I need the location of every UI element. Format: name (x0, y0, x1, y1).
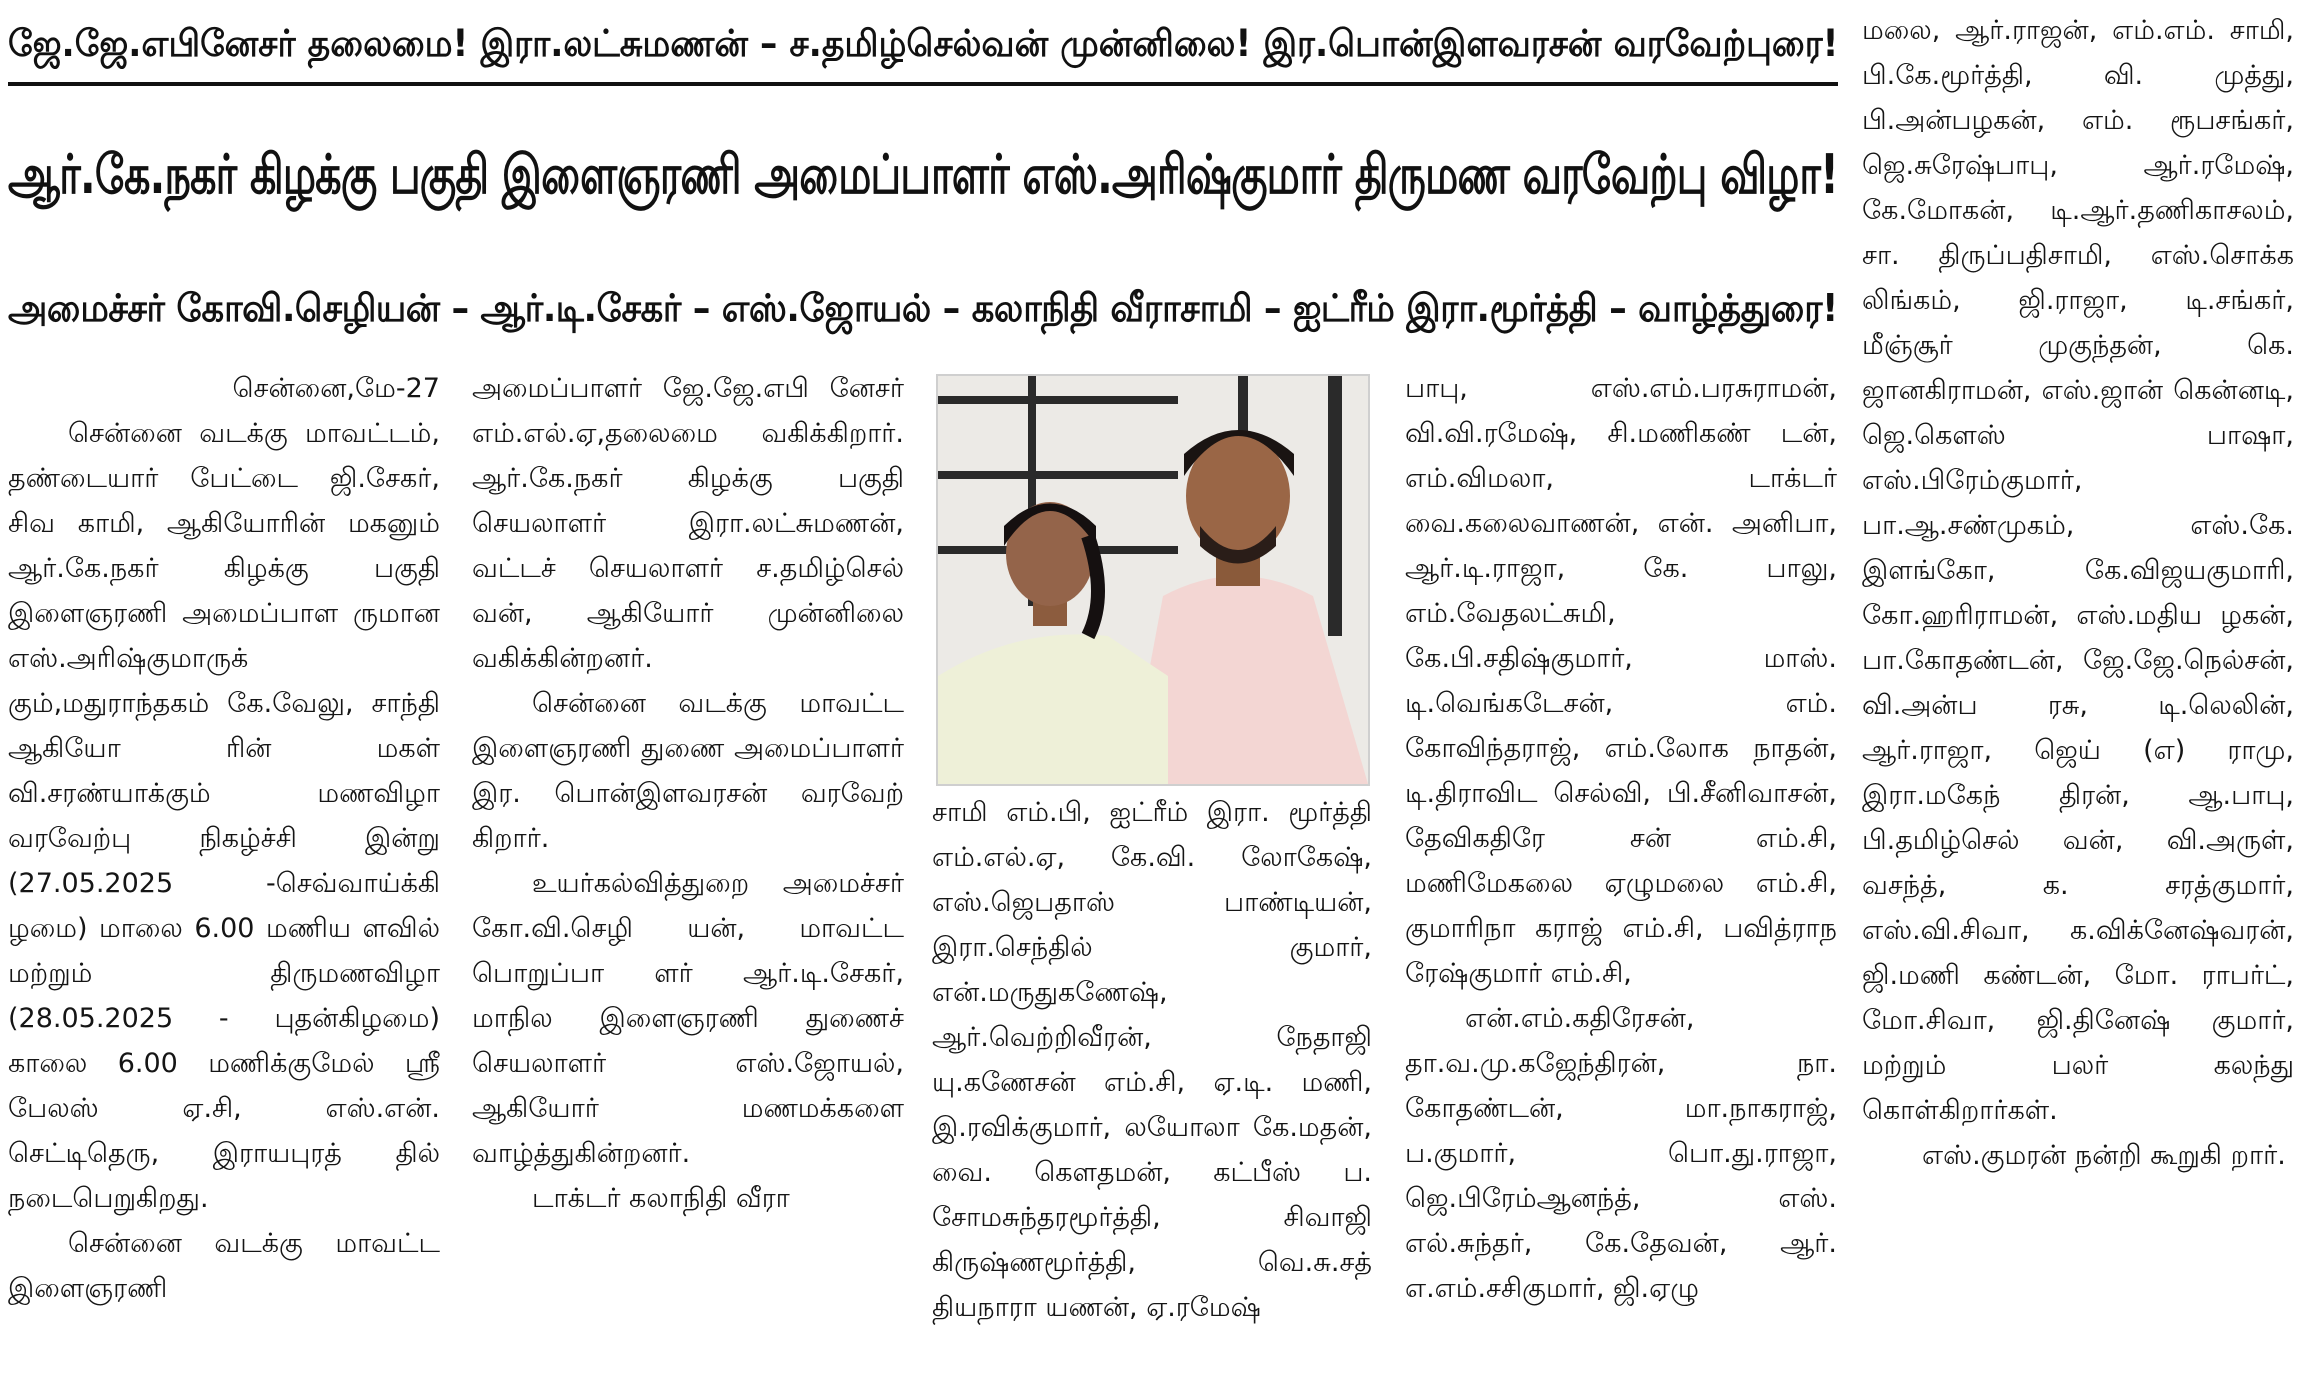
paragraph: சாமி எம்.பி, ஐட்ரீம் இரா. மூர்த்தி எம்.எல்.ஏ, கே.வி. லோகேஷ், எஸ்.ஜெபதாஸ் பாண்டியன், இரா.செந்தில் குமார், என்.மருதுகணேஷ், ஆர்.வெற்றிவீரன், நேதாஜி யு.கணேசன் எம்.சி, ஏ.டி. மணி, இ.ரவிக்குமார், லயோலா கே.மதன், வை. கௌதமன், கட்பீஸ் ப. சோமசுந்தரமூர்த்தி, சிவாஜி கிருஷ்ணமூர்த்தி, வெ.சு.சத் தியநாரா யணன், ஏ.ரமேஷ் (932, 797, 1372, 1323)
kicker-line: ஜே.ஜே.எபினேசர் தலைமை! இரா.லட்சுமணன் – ச.தமிழ்செல்வன் முன்னிலை! இர.பொன்இளவரசன் வரவேற்புரை! (8, 22, 1839, 65)
article-column-1 (8, 366, 440, 1396)
paragraph: மலை, ஆர்.ராஜன், எம்.எம். சாமி, பி.கே.மூர்த்தி, வி. முத்து, பி.அன்பழகன், எம். ரூபசங்கர், ஜெ.சுரேஷ்பாபு, ஆர்.ரமேஷ், கே.மோகன், டி.ஆர்.தணிகாசலம், சா. திருப்பதிசாமி, எஸ்.சொக்க லிங்கம், ஜி.ராஜா, டி.சங்கர், மீஞ்சூர் முகுந்தன், கெ. ஜானகிராமன், எஸ்.ஜான் கென்னடி, ஜெ.கௌஸ் பாஷா, எஸ்.பிரேம்குமார், பா.ஆ.சண்முகம், எஸ்.கே. இளங்கோ, கே.விஜயகுமாரி, கோ.ஹரிராமன், எஸ்.மதிய ழகன், பா.கோதண்டன், ஜே.ஜே.நெல்சன், வி.அன்ப ரசு, டி.லெலின், ஆர்.ராஜா, ஜெய் (எ) ராமு, இரா.மகேந் திரன், ஆ.பாபு, பி.தமிழ்செல் வன், வி.அருள், வசந்த், க. சரத்குமார், எஸ்.வி.சிவா, க.விக்னேஷ்வரன், ஜி.மணி கண்டன், மோ. ராபர்ட், மோ.சிவா, ஜி.தினேஷ் குமார், மற்றும் பலர் கலந்து கொள்கிறார்கள். (1862, 15, 2294, 1126)
article-column-5 (1862, 8, 2294, 1396)
paragraph: சென்னை வடக்கு மாவட்ட இளைஞரணி (8, 1228, 440, 1304)
kicker-underline (8, 82, 1838, 86)
couple-photo (936, 374, 1370, 786)
article-column-2 (472, 366, 904, 1396)
paragraph: எஸ்.குமரன் நன்றி கூறுகி றார். (1922, 1140, 2286, 1171)
article-column-4 (1405, 366, 1837, 1396)
article-column-3 (932, 790, 1372, 1396)
paragraph: சென்னை வடக்கு மாவட்ட இளைஞரணி துணை அமைப்பாளர் இர. பொன்இளவரசன் வரவேற் கிறார். (472, 688, 904, 854)
dateline: சென்னை,மே-27 (232, 373, 440, 404)
paragraph: என்.எம்.கதிரேசன், தா.வ.மு.கஜேந்திரன், நா. கோதண்டன், மா.நாகராஜ், ப.குமார், பொ.து.ராஜா, ஜெ.பிரேம்ஆனந்த், எஸ். எல்.சுந்தர், கே.தேவன், ஆர். எ.எம்.சசிகுமார், ஜி.ஏழு (1405, 1003, 1837, 1304)
paragraph: அமைப்பாளர் ஜே.ஜே.எபி னேசர் எம்.எல்.ஏ,தலைமை வகிக்கிறார். ஆர்.கே.நகர் கிழக்கு பகுதி செயலாளர் இரா.லட்சுமணன், வட்டச் செயலாளர் ச.தமிழ்செல் வன், ஆகியோர் முன்னிலை வகிக்கின்றனர். (472, 373, 904, 674)
couple-photo-illustration (938, 376, 1368, 784)
paragraph: சென்னை வடக்கு மாவட்டம், தண்டையார் பேட்டை ஜி.சேகர், சிவ காமி, ஆகியோரின் மகனும் ஆர்.கே.நகர் கிழக்கு பகுதி இளைஞரணி அமைப்பாள ருமான எஸ்.அரிஷ்குமாருக் கும்,மதுராந்தகம் கே.வேலு, சாந்தி ஆகியோ ரின் மகள் வி.சரண்யாக்கும் மணவிழா வரவேற்பு நிகழ்ச்சி இன்று (27.05.2025 -செவ்வாய்க்கி ழமை) மாலை 6.00 மணிய ளவில் மற்றும் திருமணவிழா (28.05.2025 - புதன்கிழமை) காலை 6.00 மணிக்குமேல் ஸ்ரீ பேலஸ் ஏ.சி, எஸ்.என். செட்டிதெரு, இராயபுரத் தில் நடைபெறுகிறது. (8, 418, 440, 1214)
sub-headline: அமைச்சர் கோவி.செழியன் – ஆர்.டி.சேகர் – எஸ்.ஜோயல் – கலாநிதி வீராசாமி – ஐட்ரீம் இரா.மூர்த்தி – வாழ்த்துரை! (8, 286, 1838, 330)
main-headline: ஆர்.கே.நகர் கிழக்கு பகுதி இளைஞரணி அமைப்பாளர் எஸ்.அரிஷ்குமார் திருமண வரவேற்பு விழா! (8, 143, 1839, 206)
paragraph: பாபு, எஸ்.எம்.பரசுராமன், வி.வி.ரமேஷ், சி.மணிகண் டன், எம்.விமலா, டாக்டர் வை.கலைவாணன், என். அனிபா, ஆர்.டி.ராஜா, கே. பாலு, எம்.வேதலட்சுமி, கே.பி.சதிஷ்குமார், மாஸ். டி.வெங்கடேசன், எம். கோவிந்தராஜ், எம்.லோக நாதன், டி.திராவிட செல்வி, பி.சீனிவாசன், தேவிகதிரே சன் எம்.சி, மணிமேகலை ஏழுமலை எம்.சி, குமாரிநா கராஜ் எம்.சி, பவித்ராந ரேஷ்குமார் எம்.சி, (1405, 373, 1837, 989)
paragraph: டாக்டர் கலாநிதி வீரா (532, 1183, 790, 1214)
paragraph: உயர்கல்வித்துறை அமைச்சர் கோ.வி.செழி யன், மாவட்ட பொறுப்பா ளர் ஆர்.டி.சேகர், மாநில இளைஞரணி துணைச் செயலாளர் எஸ்.ஜோயல், ஆகியோர் மணமக்களை வாழ்த்துகின்றனர். (472, 868, 904, 1169)
